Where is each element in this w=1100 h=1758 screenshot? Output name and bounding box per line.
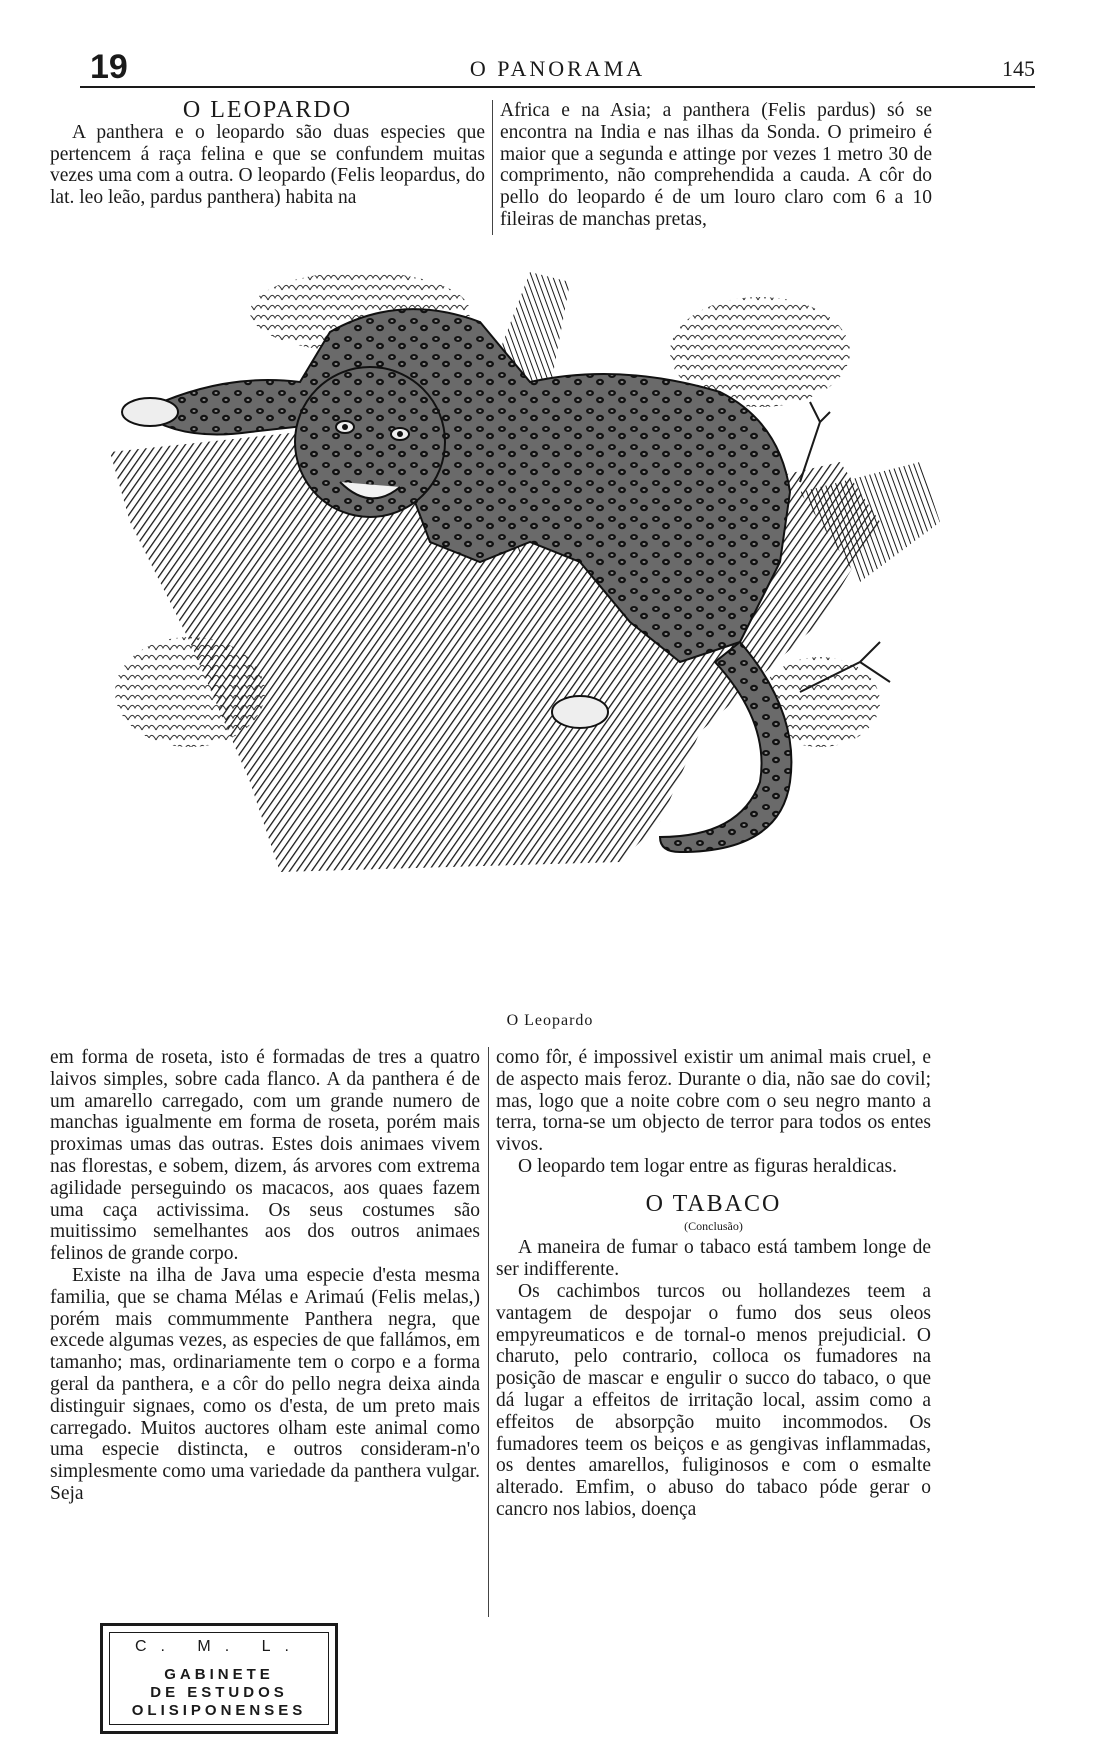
page-header — [80, 48, 1035, 88]
stamp-line: DE ESTUDOS — [150, 1684, 288, 1701]
leopard-paw — [552, 696, 608, 728]
paragraph: em forma de roseta, isto é formadas de tres a quatro laivos simples, sobre cada flanco. A da panthera é de um amarello carregado, com um grande numero de manchas igualmente em forma de roseta, porém mais proximas umas das outras. Estes dois animaes vivem nas florestas, e sobem, dizem, ás arvores com extrema agilidade perseguindo os macacos, aos quaes fazem uma caça activissima. Os seus costumes são muitissimo semelhantes aos dos outros animaes felinos de grande corpo. — [50, 1047, 480, 1265]
article-subtitle-tabaco: (Conclusão) — [684, 1218, 743, 1233]
paragraph: Africa e na Asia; a panthera (Felis pardus) só se encontra na India e nas ilhas da Sonda. O primeiro é maior que a segunda e attinge por vezes 1 metro 30 de comprimento, não comprehendida a cauda. A côr do pello do leopardo é de um louro claro com 6 a 10 fileiras de manchas pretas, — [500, 100, 932, 230]
bottom-right-column — [496, 1047, 931, 1521]
illustration-caption: O Leopardo — [506, 1012, 594, 1029]
stamp-line: OLISIPONENSES — [131, 1702, 307, 1719]
paragraph: A panthera e o leopardo são duas especies que pertencem á raça felina e que se confundem muitas vezes uma com a outra. O leopardo (Felis leopardus, do lat. leo leão, pardus panthera) habita na — [50, 121, 485, 209]
leopard-illustration — [100, 262, 1000, 902]
paragraph: Existe na ilha de Java uma especie d'esta mesma familia, que se chama Mélas e Arimaú (Felis melas,) porém mais commummente Panthera negra, que excede algumas vezes, as especies de que fallámos, em tamanho; mas, ordinariamente tem o corpo e a forma geral da panthera, e a côr do pello negra deixa ainda distinguir signaes, como os d'esta, de um preto mais carregado. Muitos auctores olham este animal como uma especie distincta, e outros consideram-n'o simplesmente como uma variedade da panthera vulgar. Seja — [50, 1264, 480, 1504]
stamp-line: C. M. L. — [134, 1638, 303, 1655]
article-title-tabaco: O TABACO — [645, 1190, 782, 1217]
issue-number: 19 — [90, 48, 128, 86]
top-right-column — [500, 100, 932, 231]
top-left-column — [50, 97, 485, 209]
stamp-line: GABINETE — [164, 1666, 274, 1683]
library-stamp — [100, 1623, 338, 1734]
column-divider — [488, 1047, 489, 1617]
leopard-paw — [122, 398, 178, 426]
paragraph: Os cachimbos turcos ou hollandezes teem a vantagem de despojar o fumo dos seus oleos empyreumaticos e de tornal-o menos prejudicial. O charuto, pelo contrario, colloca os fumadores na posição de mascar e engulir o succo do tabaco, o que dá lugar a effeitos de irritação local, assim como a effeitos de absorpção muito incommodos. Os fumadores teem os beiços e as gengivas inflammadas, os dentes amarellos, fuliginosos e com o esmalte alterado. Emfim, o abuso do tabaco póde gerar o cancro nos labios, doença — [496, 1280, 931, 1520]
paragraph: como fôr, é impossivel existir um animal mais cruel, e de aspecto mais feroz. Durante o dia, não sae do covil; mas, logo que a noite cobre com o seu negro manto a terra, torna-se um objecto de terror para todos os entes vivos. — [496, 1047, 931, 1156]
page-number: 145 — [1002, 56, 1035, 81]
header-rule — [80, 86, 1035, 88]
article-title-leopardo: O LEOPARDO — [182, 97, 353, 123]
newspaper-title: O PANORAMA — [469, 56, 646, 81]
bottom-left-column — [50, 1047, 480, 1505]
paragraph: O leopardo tem logar entre as figuras heraldicas. — [518, 1155, 898, 1177]
paragraph: A maneira de fumar o tabaco está tambem longe de ser indifferente. — [496, 1237, 931, 1281]
column-divider — [492, 100, 493, 235]
